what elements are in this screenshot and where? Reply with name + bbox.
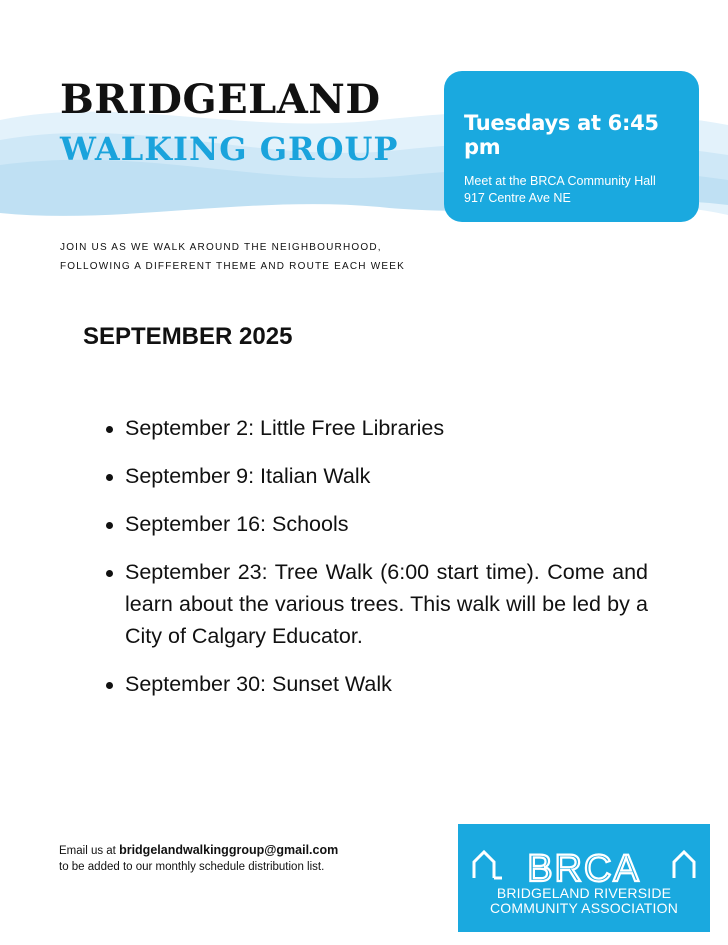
event-item: September 16: Schools — [104, 508, 648, 540]
info-box — [444, 71, 699, 222]
tagline-line-2: FOLLOWING A DIFFERENT THEME AND ROUTE EACH WEEK — [60, 261, 405, 272]
email-link[interactable]: bridgelandwalkinggroup@gmail.com — [119, 843, 339, 857]
title-bridgeland: BRIDGELAND — [60, 76, 381, 123]
tagline — [60, 238, 405, 276]
email-prefix: Email us at — [59, 845, 120, 857]
house-outline-icon — [472, 848, 696, 888]
event-item: September 23: Tree Walk (6:00 start time). Come and learn about the various trees. This walk will be led by a City of Calgary Educator. — [104, 556, 648, 652]
contact-info — [59, 842, 338, 875]
location-line-2: 917 Centre Ave NE — [464, 191, 571, 205]
event-list — [104, 412, 648, 716]
meeting-location — [464, 173, 656, 207]
event-item: September 30: Sunset Walk — [104, 668, 648, 700]
event-item: September 2: Little Free Libraries — [104, 412, 648, 444]
logo-name-line-2: COMMUNITY ASSOCIATION — [489, 900, 679, 916]
schedule-month: SEPTEMBER 2025 — [83, 323, 293, 350]
title-walking-group: WALKING GROUP — [60, 130, 399, 168]
brca-logo — [458, 824, 710, 932]
location-line-1: Meet at the BRCA Community Hall — [464, 174, 656, 188]
tagline-line-1: JOIN US AS WE WALK AROUND THE NEIGHBOURHOOD, — [60, 242, 382, 253]
distribution-note: to be added to our monthly schedule distribution list. — [59, 861, 325, 873]
logo-acronym: BRCA — [527, 848, 641, 888]
logo-name-line-1: BRIDGELAND RIVERSIDE — [496, 885, 672, 901]
meeting-time: Tuesdays at 6:45 pm — [464, 111, 659, 159]
event-item: September 9: Italian Walk — [104, 460, 648, 492]
